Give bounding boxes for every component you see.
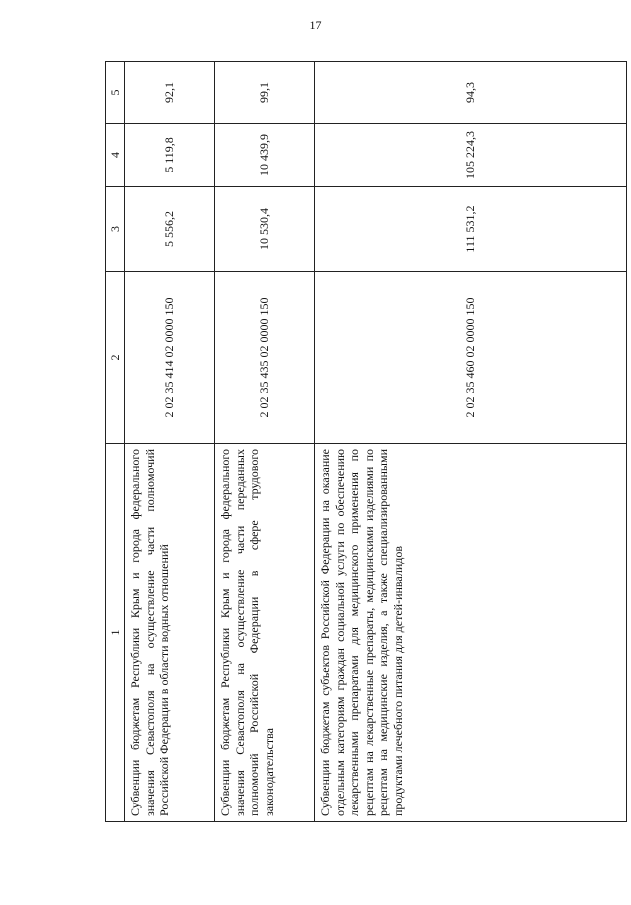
row-description: Субвенции бюджетам Республики Крым и города федерального значения Севастополя на осуществление части полномочий Российской Федерации в области водных отношений [125,444,215,822]
row-value-col5: 99,1 [215,62,315,124]
row-value-col3: 111 531,2 [315,187,627,272]
row-value-col5: 92,1 [125,62,215,124]
column-header-5: 5 [106,62,125,124]
column-header-4: 4 [106,124,125,187]
row-value-col4: 5 119,8 [125,124,215,187]
budget-table [105,61,627,822]
column-header-3: 3 [106,187,125,272]
rotated-table-container [105,62,627,822]
row-code: 2 02 35 435 02 0000 150 [215,272,315,444]
column-header-2: 2 [106,272,125,444]
column-header-1: 1 [106,444,125,822]
table-row [315,62,627,822]
table-row [125,62,215,822]
row-description: Субвенции бюджетам Республики Крым и города федерального значения Севастополя на осуществление части переданных полномочий Российской Федерации в сфере трудового законодательства [215,444,315,822]
page-number: 17 [309,18,322,32]
table-row [215,62,315,822]
row-value-col3: 5 556,2 [125,187,215,272]
row-value-col3: 10 530,4 [215,187,315,272]
row-value-col4: 10 439,9 [215,124,315,187]
row-value-col4: 105 224,3 [315,124,627,187]
row-value-col5: 94,3 [315,62,627,124]
row-code: 2 02 35 460 02 0000 150 [315,272,627,444]
row-description: Субвенции бюджетам субъектов Российской Федерации на оказание отдельным категориям граждан социальной услуги по обеспечению лекарственными препаратами для медицинского применения по рецептам на лекарственные препараты, медицинскими изделиями по рецептам на медицинские изделия, а также специализированными продуктами лечебного питания для детей-инвалидов [315,444,627,822]
row-code: 2 02 35 414 02 0000 150 [125,272,215,444]
table-header-row [106,62,125,822]
